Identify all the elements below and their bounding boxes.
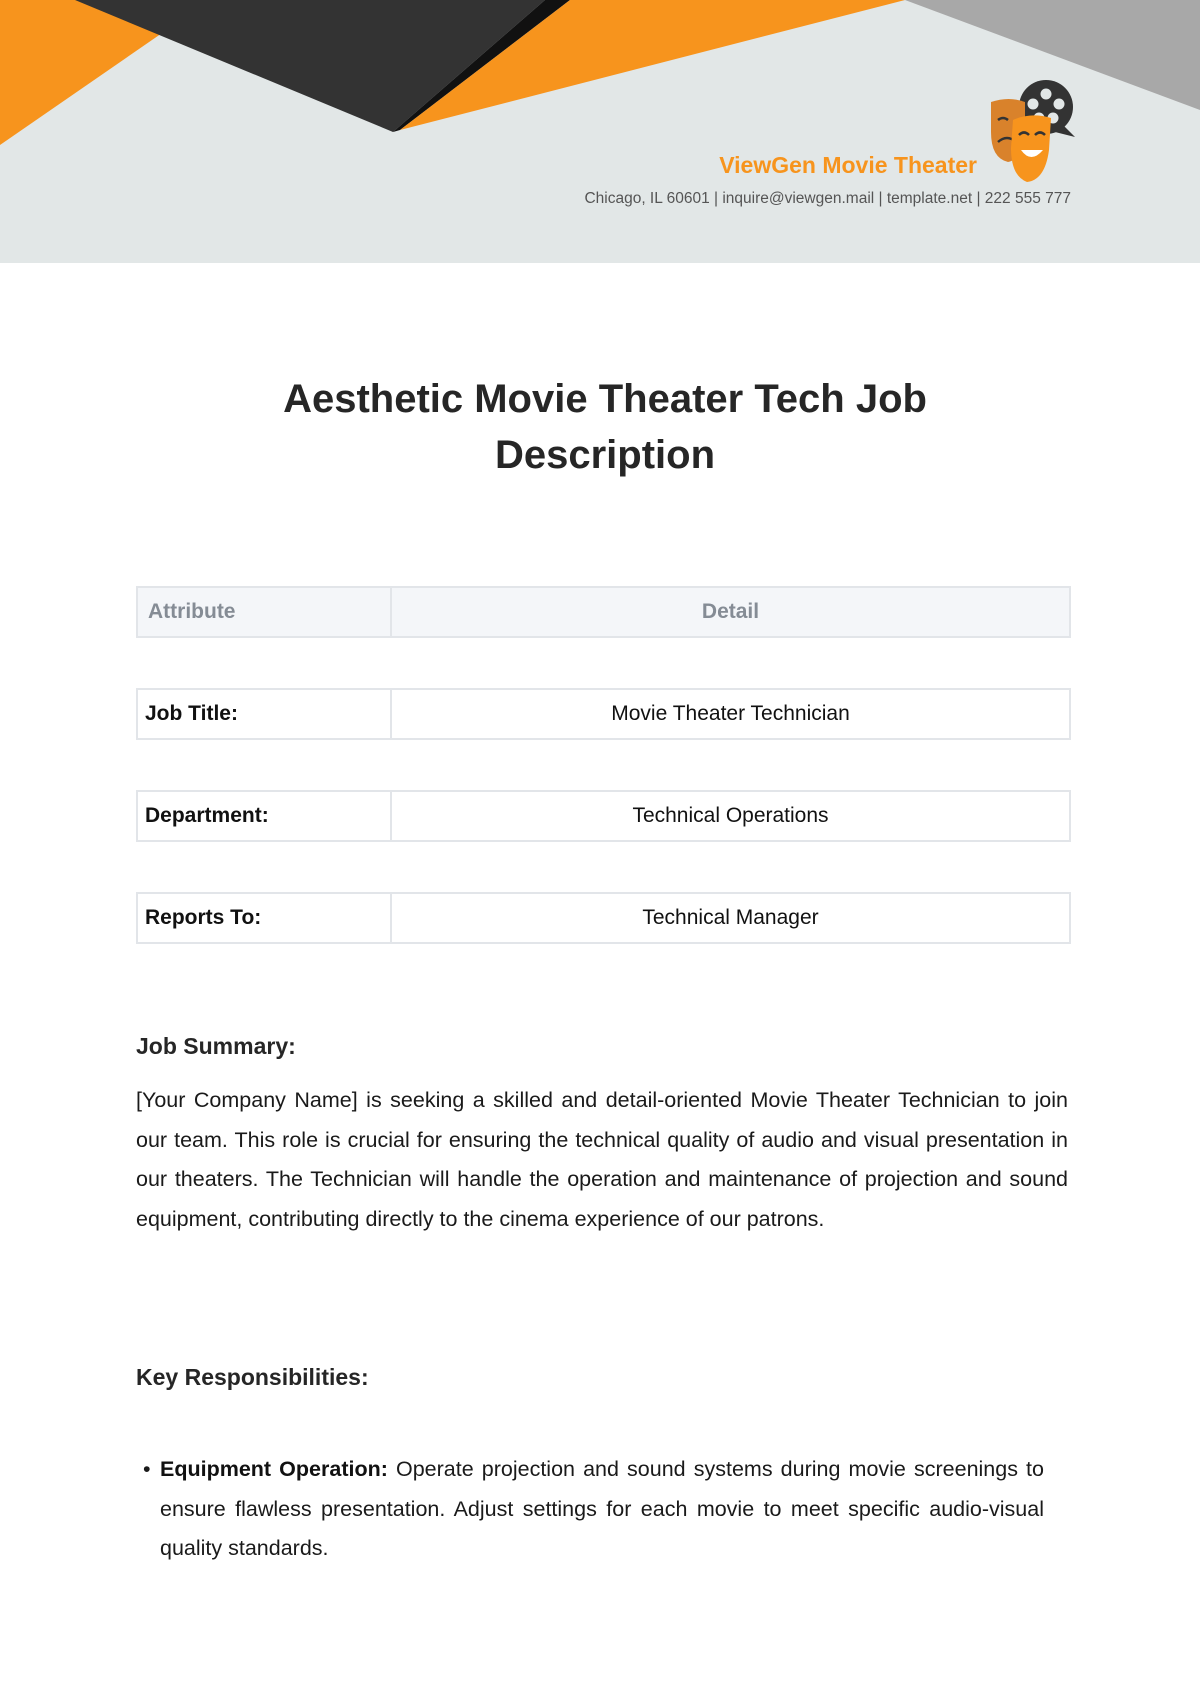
attribute-label: Job Title: [136, 688, 392, 740]
attribute-value: Movie Theater Technician [390, 688, 1071, 740]
column-header-detail: Detail [390, 586, 1071, 638]
contact-separator: | [972, 190, 985, 207]
table-header-row [136, 586, 1071, 638]
table-row [136, 790, 1071, 842]
job-summary-text: [Your Company Name] is seeking a skilled and detail-oriented Movie Theater Technician to join our team. This role is crucial for ensuring the technical quality of audio and visual presentation in our theaters. The Technician will handle the operation and maintenance of projection and sound equipment, contributing directly to the cinema experience of our patrons. [136, 1088, 1068, 1231]
company-name: ViewGen Movie Theater [719, 152, 977, 178]
bullet-marker: • [143, 1457, 151, 1481]
contact-email[interactable]: inquire@viewgen.mail [722, 190, 875, 207]
responsibility-text: Operate projection and sound systems during movie screenings to ensure flawless presentation. Adjust settings for each movie to meet specific audio-visual quality standards. [160, 1457, 1044, 1560]
table-row [136, 688, 1071, 740]
contact-website[interactable]: template.net [886, 190, 973, 207]
responsibilities-list [136, 1450, 1044, 1569]
key-responsibilities-heading: Key Responsibilities: [136, 1364, 369, 1390]
column-header-attribute: Attribute [136, 586, 392, 638]
letterhead [0, 0, 1200, 263]
contact-line [584, 190, 1071, 208]
attribute-label: Department: [136, 790, 392, 842]
contact-separator: | [874, 190, 887, 207]
theater-masks-film-reel-icon [985, 80, 1077, 184]
contact-address: Chicago, IL 60601 [584, 190, 710, 207]
responsibility-title: Equipment Operation: [160, 1457, 388, 1481]
job-attributes-table [136, 586, 1071, 944]
attribute-value: Technical Operations [390, 790, 1071, 842]
table-row [136, 892, 1071, 944]
attribute-label: Reports To: [136, 892, 392, 944]
job-summary-heading: Job Summary: [136, 1033, 296, 1059]
contact-separator: | [709, 190, 723, 207]
page-title: Aesthetic Movie Theater Tech Job Description [283, 377, 927, 477]
list-item [136, 1450, 1044, 1569]
attribute-value: Technical Manager [390, 892, 1071, 944]
contact-phone: 222 555 777 [984, 190, 1071, 207]
